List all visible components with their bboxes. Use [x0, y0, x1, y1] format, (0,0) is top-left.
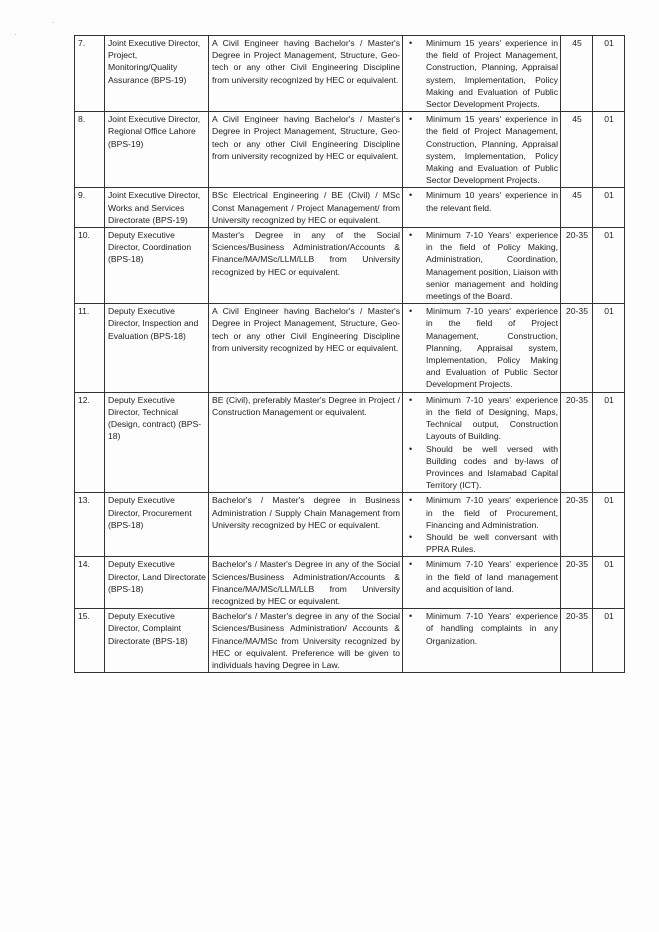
serial-number-cell: 12.: [75, 392, 105, 493]
post-name-cell: Deputy Executive Director, Technical (Design, contract) (BPS-18): [105, 392, 209, 493]
experience-list: [406, 37, 558, 110]
serial-number-cell: 11.: [75, 304, 105, 392]
table-row: [75, 609, 625, 673]
experience-cell: [403, 228, 561, 304]
experience-item: • Minimum 7-10 years' experience in the field of Project Management, Construction, Planning, Appraisal system, Implementation, Policy Making and Evaluation of Public Sector Development Projects.: [426, 305, 558, 390]
experience-cell: [403, 188, 561, 228]
experience-cell: [403, 493, 561, 557]
number-of-posts-cell: 01: [593, 112, 625, 188]
post-name-cell: Deputy Executive Director, Coordination (BPS-18): [105, 228, 209, 304]
age-limit-cell: 20-35: [561, 392, 593, 493]
experience-cell: [403, 36, 561, 112]
serial-number-cell: 9.: [75, 188, 105, 228]
serial-number-cell: 13.: [75, 493, 105, 557]
table-row: [75, 557, 625, 609]
experience-item: • Minimum 7-10 Years' experience of handling complaints in any Organization.: [426, 610, 558, 647]
number-of-posts-cell: 01: [593, 188, 625, 228]
table-row: [75, 392, 625, 493]
age-limit-cell: 20-35: [561, 609, 593, 673]
experience-cell: [403, 112, 561, 188]
posts-table-body: [75, 36, 625, 673]
age-limit-cell: 45: [561, 36, 593, 112]
table-row: [75, 304, 625, 392]
serial-number-cell: 15.: [75, 609, 105, 673]
experience-item: • Minimum 15 years' experience in the field of Project Management, Construction, Planning, Appraisal system, Implementation, Policy Making and Evaluation of Public Sector Development Projects.: [426, 37, 558, 110]
qualification-cell: A Civil Engineer having Bachelor's / Master's Degree in Project Management, Structure, Geo-tech or any other Civil Engineering Discipline from university recognized by HEC or equivalent.: [209, 112, 403, 188]
table-row: [75, 188, 625, 228]
serial-number-cell: 10.: [75, 228, 105, 304]
number-of-posts-cell: 01: [593, 36, 625, 112]
number-of-posts-cell: 01: [593, 493, 625, 557]
experience-item: • Minimum 7-10 years' experience in the field of Procurement, Financing and Administration.: [426, 494, 558, 531]
experience-list: [406, 229, 558, 302]
post-name-cell: Joint Executive Director, Works and Services Directorate (BPS-19): [105, 188, 209, 228]
number-of-posts-cell: 01: [593, 609, 625, 673]
number-of-posts-cell: 01: [593, 304, 625, 392]
table-row: [75, 228, 625, 304]
table-row: [75, 36, 625, 112]
table-row: [75, 493, 625, 557]
experience-cell: [403, 392, 561, 493]
posts-table: [74, 35, 625, 673]
age-limit-cell: 20-35: [561, 228, 593, 304]
post-name-cell: Joint Executive Director, Project, Monitoring/Quality Assurance (BPS-19): [105, 36, 209, 112]
age-limit-cell: 20-35: [561, 557, 593, 609]
experience-list: [406, 610, 558, 647]
qualification-cell: BSc Electrical Engineering / BE (Civil) / MSc Const Management / Project Management/ from University recognized by HEC or equivalent.: [209, 188, 403, 228]
experience-cell: [403, 557, 561, 609]
serial-number-cell: 14.: [75, 557, 105, 609]
post-name-cell: Deputy Executive Director, Procurement (BPS-18): [105, 493, 209, 557]
age-limit-cell: 20-35: [561, 493, 593, 557]
table-row: [75, 112, 625, 188]
age-limit-cell: 45: [561, 112, 593, 188]
qualification-cell: A Civil Engineer having Bachelor's / Master's Degree in Project Management, Structure, Geo-tech or any other Civil Engineering Discipline from university recognized by HEC or equivalent.: [209, 304, 403, 392]
qualification-cell: Bachelor's / Master's degree in Business Administration / Supply Chain Management from University recognized by HEC or equivalent.: [209, 493, 403, 557]
experience-list: [406, 558, 558, 595]
experience-cell: [403, 304, 561, 392]
age-limit-cell: 20-35: [561, 304, 593, 392]
experience-item: • Should be well conversant with PPRA Rules.: [426, 531, 558, 555]
serial-number-cell: 8.: [75, 112, 105, 188]
experience-list: [406, 305, 558, 390]
scan-speck: ·: [14, 30, 17, 39]
qualification-cell: Bachelor's / Master's degree in any of the Social Sciences/Business Administration/ Accounts & Finance/MA/MSc from University recognized by HEC or equivalent. Preference will be given to individuals having Degree in Law.: [209, 609, 403, 673]
experience-item: • Minimum 10 years' experience in the relevant field.: [426, 189, 558, 213]
experience-list: [406, 494, 558, 555]
experience-item: • Minimum 15 years' experience in the field of Project Management, Construction, Planning, Appraisal system, Implementation, Policy Making and Evaluation of Public Sector Development Projects.: [426, 113, 558, 186]
experience-list: [406, 189, 558, 213]
experience-list: [406, 394, 558, 492]
experience-item: • Minimum 7-10 Years' experience in the field of Policy Making, Administration, Coordination, Management position, Liaison with senior management and holding meetings of the Board.: [426, 229, 558, 302]
qualification-cell: BE (Civil), preferably Master's Degree in Project / Construction Management or equivalent.: [209, 392, 403, 493]
scan-speck: ·: [52, 18, 55, 27]
experience-item: • Should be well versed with Building codes and by-laws of Provinces and Islamabad Capital Territory (ICT).: [426, 443, 558, 492]
post-name-cell: Deputy Executive Director, Inspection and Evaluation (BPS-18): [105, 304, 209, 392]
experience-item: • Minimum 7-10 years' experience in the field of Designing, Maps, Technical output, Construction Layouts of Building.: [426, 394, 558, 443]
serial-number-cell: 7.: [75, 36, 105, 112]
number-of-posts-cell: 01: [593, 392, 625, 493]
post-name-cell: Joint Executive Director, Regional Office Lahore (BPS-19): [105, 112, 209, 188]
age-limit-cell: 45: [561, 188, 593, 228]
qualification-cell: Master's Degree in any of the Social Sciences/Business Administration/Accounts & Finance/MA/MSc/LLM/LLB from University recognized by HEC or equivalent.: [209, 228, 403, 304]
qualification-cell: Bachelor's / Master's Degree in any of the Social Sciences/Business Administration/Accounts & Finance/MA/MSc/LLM/LLB from University recognized by HEC or equivalent.: [209, 557, 403, 609]
number-of-posts-cell: 01: [593, 557, 625, 609]
experience-item: • Minimum 7-10 Years' experience in the field of land management and acquisition of land.: [426, 558, 558, 595]
post-name-cell: Deputy Executive Director, Land Directorate (BPS-18): [105, 557, 209, 609]
post-name-cell: Deputy Executive Director, Complaint Directorate (BPS-18): [105, 609, 209, 673]
qualification-cell: A Civil Engineer having Bachelor's / Master's Degree in Project Management, Structure, Geo-tech or any other Civil Engineering Discipline from university recognized by HEC or equivalent.: [209, 36, 403, 112]
number-of-posts-cell: 01: [593, 228, 625, 304]
experience-cell: [403, 609, 561, 673]
experience-list: [406, 113, 558, 186]
